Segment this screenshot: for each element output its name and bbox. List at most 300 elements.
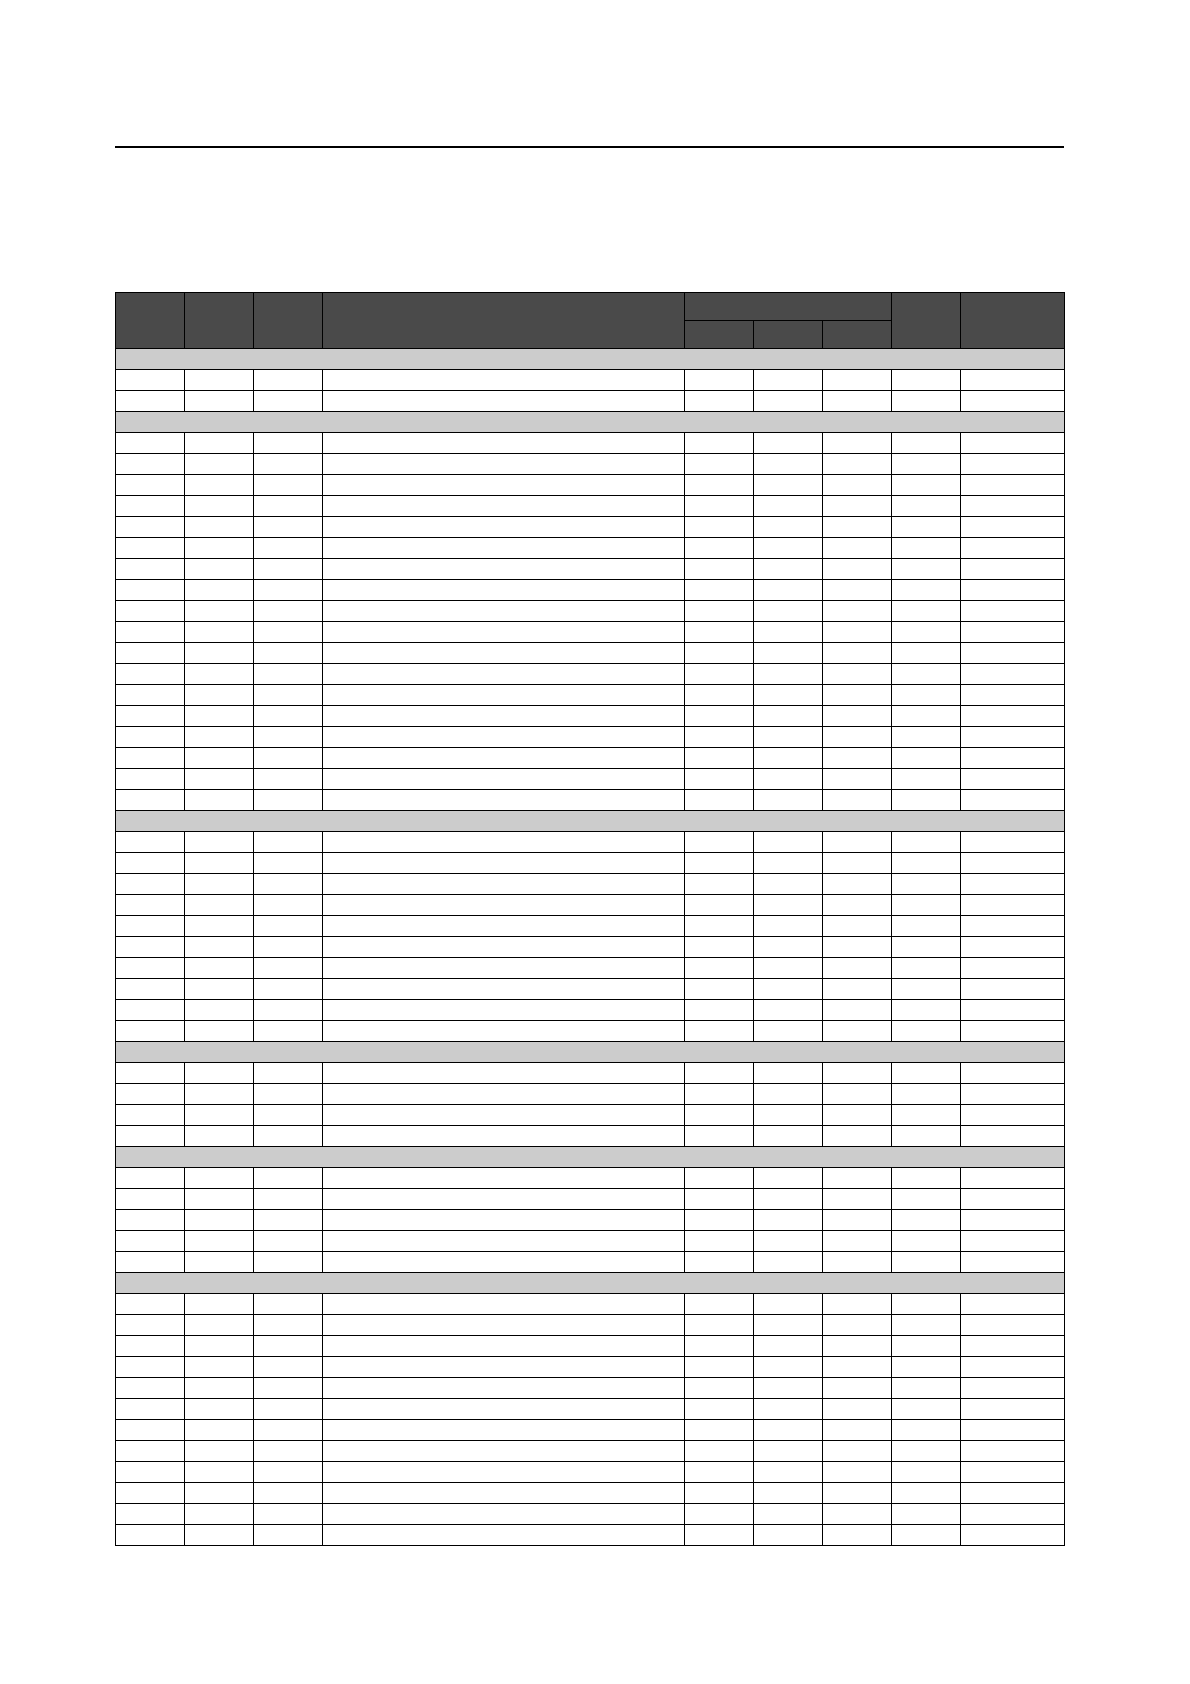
table-cell [254, 517, 323, 538]
table-cell [961, 1294, 1065, 1315]
table-cell [754, 748, 823, 769]
table-cell [116, 1231, 185, 1252]
table-cell [685, 454, 754, 475]
table-cell [116, 1399, 185, 1420]
table-cell [892, 1420, 961, 1441]
table-cell [685, 1378, 754, 1399]
table-row [116, 916, 1065, 937]
table-cell [323, 1084, 685, 1105]
table-cell [685, 580, 754, 601]
table-cell [754, 601, 823, 622]
table-row [116, 622, 1065, 643]
table-cell [892, 769, 961, 790]
table-cell [754, 391, 823, 412]
table-cell [892, 496, 961, 517]
table-cell [685, 1105, 754, 1126]
table-cell [323, 748, 685, 769]
table-cell [685, 559, 754, 580]
table-cell [685, 769, 754, 790]
table-cell [823, 1294, 892, 1315]
section-row [116, 811, 1065, 832]
table-cell [685, 370, 754, 391]
table-row [116, 685, 1065, 706]
table-cell [116, 1378, 185, 1399]
table-cell [961, 748, 1065, 769]
table-cell [961, 1210, 1065, 1231]
table-cell [116, 1315, 185, 1336]
table-cell [892, 1210, 961, 1231]
table-row [116, 601, 1065, 622]
table-cell [323, 958, 685, 979]
table-cell [823, 475, 892, 496]
table-cell [323, 1189, 685, 1210]
table-cell [323, 832, 685, 853]
table-cell [323, 559, 685, 580]
table-cell [185, 1378, 254, 1399]
table-cell [685, 1462, 754, 1483]
table-cell [892, 454, 961, 475]
table-cell [254, 916, 323, 937]
table-cell [185, 601, 254, 622]
table-row [116, 706, 1065, 727]
table-cell [323, 370, 685, 391]
table-cell [892, 517, 961, 538]
table-cell [254, 1336, 323, 1357]
table-cell [323, 1441, 685, 1462]
table-cell [823, 1105, 892, 1126]
table-cell [961, 1483, 1065, 1504]
table-cell [323, 1231, 685, 1252]
header-cell-4 [323, 293, 685, 349]
table-cell [685, 853, 754, 874]
table-cell [892, 916, 961, 937]
table-cell [116, 1504, 185, 1525]
table-cell [961, 1168, 1065, 1189]
table-cell [185, 790, 254, 811]
table-row [116, 643, 1065, 664]
table-row [116, 790, 1065, 811]
table-cell [754, 1504, 823, 1525]
table-cell [185, 1210, 254, 1231]
table-cell [323, 664, 685, 685]
table-cell [116, 1189, 185, 1210]
table-cell [323, 1462, 685, 1483]
table-cell [685, 1126, 754, 1147]
table-cell [754, 685, 823, 706]
table-cell [254, 1462, 323, 1483]
table-cell [185, 1441, 254, 1462]
table-cell [185, 1126, 254, 1147]
header-cell-8 [892, 293, 961, 349]
table-cell [961, 1063, 1065, 1084]
table-cell [185, 832, 254, 853]
table-row [116, 853, 1065, 874]
table-cell [185, 1252, 254, 1273]
table-row [116, 1378, 1065, 1399]
table-row [116, 517, 1065, 538]
table-cell [323, 580, 685, 601]
table-cell [185, 874, 254, 895]
table-row [116, 475, 1065, 496]
table-cell [254, 664, 323, 685]
table-cell [961, 664, 1065, 685]
table-cell [823, 643, 892, 664]
table-cell [323, 475, 685, 496]
table-cell [323, 1105, 685, 1126]
table-cell [323, 391, 685, 412]
table-cell [754, 1189, 823, 1210]
table-cell [823, 580, 892, 601]
table-cell [254, 1378, 323, 1399]
table-row [116, 937, 1065, 958]
table-cell [892, 1462, 961, 1483]
table-cell [823, 1210, 892, 1231]
table-cell [685, 895, 754, 916]
table-row [116, 1525, 1065, 1546]
table-cell [323, 1063, 685, 1084]
table-cell [961, 580, 1065, 601]
table-cell [116, 1294, 185, 1315]
section-row [116, 1042, 1065, 1063]
table-cell [961, 1084, 1065, 1105]
table-cell [961, 895, 1065, 916]
table-row [116, 979, 1065, 1000]
table-cell [323, 874, 685, 895]
table-cell [823, 1189, 892, 1210]
table-row [116, 1357, 1065, 1378]
table-cell [754, 454, 823, 475]
table-cell [323, 1399, 685, 1420]
table-cell [685, 685, 754, 706]
table-cell [254, 1210, 323, 1231]
table-cell [254, 1189, 323, 1210]
table-cell [892, 1189, 961, 1210]
table-cell [116, 832, 185, 853]
table-cell [685, 1399, 754, 1420]
table-cell [892, 1315, 961, 1336]
table-cell [892, 601, 961, 622]
table-cell [754, 769, 823, 790]
table-cell [685, 1483, 754, 1504]
table-cell [254, 559, 323, 580]
table-cell [116, 580, 185, 601]
table-cell [685, 979, 754, 1000]
table-cell [961, 769, 1065, 790]
table-cell [685, 1504, 754, 1525]
table-cell [323, 601, 685, 622]
table-cell [116, 958, 185, 979]
table-cell [254, 748, 323, 769]
table-cell [116, 1336, 185, 1357]
table-row [116, 874, 1065, 895]
table-cell [323, 1252, 685, 1273]
table-cell [185, 496, 254, 517]
table-cell [116, 1021, 185, 1042]
table-cell [323, 433, 685, 454]
table-cell [116, 1000, 185, 1021]
table-row [116, 1105, 1065, 1126]
table-cell [116, 727, 185, 748]
table-cell [254, 1420, 323, 1441]
section-label [116, 811, 1065, 832]
table-cell [185, 1063, 254, 1084]
table-cell [254, 937, 323, 958]
table-cell [323, 643, 685, 664]
table-cell [685, 664, 754, 685]
table-cell [323, 517, 685, 538]
table-cell [823, 1063, 892, 1084]
table-cell [754, 1210, 823, 1231]
table-row [116, 1189, 1065, 1210]
table-cell [892, 979, 961, 1000]
table-cell [116, 475, 185, 496]
table-cell [823, 1126, 892, 1147]
table-cell [254, 475, 323, 496]
table-cell [892, 937, 961, 958]
table-row [116, 1084, 1065, 1105]
table-cell [323, 622, 685, 643]
table-cell [185, 979, 254, 1000]
table-cell [254, 769, 323, 790]
table-cell [754, 475, 823, 496]
header-sub-cell-5 [685, 321, 754, 349]
table-cell [961, 1231, 1065, 1252]
table-cell [961, 559, 1065, 580]
table-cell [685, 1441, 754, 1462]
table-cell [892, 685, 961, 706]
table-cell [116, 433, 185, 454]
table-cell [185, 937, 254, 958]
table-cell [961, 1252, 1065, 1273]
table-cell [116, 1063, 185, 1084]
table-cell [892, 1000, 961, 1021]
table-cell [116, 622, 185, 643]
table-cell [254, 874, 323, 895]
table-cell [685, 1357, 754, 1378]
table-cell [823, 1504, 892, 1525]
table-cell [254, 1084, 323, 1105]
table-cell [323, 979, 685, 1000]
table-cell [116, 538, 185, 559]
table-cell [823, 706, 892, 727]
table-cell [961, 433, 1065, 454]
table-cell [685, 1000, 754, 1021]
table-cell [254, 706, 323, 727]
table-cell [892, 1252, 961, 1273]
table-cell [116, 391, 185, 412]
table-cell [185, 1084, 254, 1105]
table-cell [892, 1399, 961, 1420]
table-cell [823, 832, 892, 853]
table-cell [823, 1315, 892, 1336]
table-cell [116, 1525, 185, 1546]
table-cell [323, 1294, 685, 1315]
table-cell [185, 643, 254, 664]
table-cell [185, 769, 254, 790]
table-cell [754, 1525, 823, 1546]
table-cell [754, 895, 823, 916]
table-cell [823, 538, 892, 559]
table-cell [685, 1021, 754, 1042]
table-cell [892, 1084, 961, 1105]
section-label [116, 1147, 1065, 1168]
table-cell [254, 1483, 323, 1504]
table-cell [961, 790, 1065, 811]
table-cell [754, 1315, 823, 1336]
table-cell [754, 664, 823, 685]
table-cell [323, 1378, 685, 1399]
table-row [116, 958, 1065, 979]
table-cell [823, 916, 892, 937]
table-cell [961, 1000, 1065, 1021]
table-cell [823, 664, 892, 685]
table-cell [254, 1105, 323, 1126]
table-cell [823, 685, 892, 706]
table-cell [685, 1084, 754, 1105]
table-cell [961, 643, 1065, 664]
table-cell [116, 706, 185, 727]
header-cell-9 [961, 293, 1065, 349]
table-cell [185, 559, 254, 580]
table-cell [892, 748, 961, 769]
table-cell [961, 454, 1065, 475]
table-row [116, 1399, 1065, 1420]
table-cell [254, 895, 323, 916]
table-cell [685, 517, 754, 538]
table-cell [754, 1378, 823, 1399]
table-cell [254, 832, 323, 853]
table-cell [254, 958, 323, 979]
table-cell [685, 1063, 754, 1084]
table-cell [823, 496, 892, 517]
table-row [116, 559, 1065, 580]
table-cell [754, 937, 823, 958]
table-cell [185, 1315, 254, 1336]
table-cell [754, 832, 823, 853]
table-cell [892, 664, 961, 685]
table-cell [961, 685, 1065, 706]
table-cell [823, 874, 892, 895]
table-cell [823, 1084, 892, 1105]
table-cell [961, 496, 1065, 517]
table-cell [685, 1168, 754, 1189]
section-label [116, 1273, 1065, 1294]
table-cell [823, 748, 892, 769]
table-cell [254, 580, 323, 601]
table-cell [116, 1168, 185, 1189]
table-cell [254, 622, 323, 643]
table-cell [116, 1084, 185, 1105]
table-cell [823, 391, 892, 412]
table-cell [116, 853, 185, 874]
table-cell [254, 1126, 323, 1147]
table-cell [823, 1399, 892, 1420]
table-cell [892, 1105, 961, 1126]
section-row [116, 412, 1065, 433]
table-cell [892, 1336, 961, 1357]
table-cell [185, 622, 254, 643]
table-cell [323, 1504, 685, 1525]
table-cell [823, 601, 892, 622]
table-row [116, 1294, 1065, 1315]
table-cell [685, 1525, 754, 1546]
table-cell [323, 916, 685, 937]
table-row [116, 1210, 1065, 1231]
table-cell [116, 664, 185, 685]
table-cell [892, 958, 961, 979]
table-row [116, 1000, 1065, 1021]
table-cell [116, 370, 185, 391]
table-row [116, 1168, 1065, 1189]
table-cell [254, 1063, 323, 1084]
table-cell [254, 1168, 323, 1189]
table-cell [185, 748, 254, 769]
table-cell [892, 1021, 961, 1042]
table-cell [823, 1252, 892, 1273]
table-cell [754, 958, 823, 979]
table-cell [823, 895, 892, 916]
table-cell [685, 1420, 754, 1441]
table-cell [116, 1462, 185, 1483]
table-cell [823, 1378, 892, 1399]
header-sub-cell-7 [823, 321, 892, 349]
table-cell [961, 391, 1065, 412]
table-cell [961, 1357, 1065, 1378]
table-cell [323, 706, 685, 727]
table-cell [685, 832, 754, 853]
table-cell [961, 1336, 1065, 1357]
table-cell [823, 790, 892, 811]
table-cell [961, 538, 1065, 559]
table-cell [754, 1021, 823, 1042]
table-cell [754, 370, 823, 391]
table-cell [685, 1252, 754, 1273]
table-cell [254, 496, 323, 517]
table-cell [116, 496, 185, 517]
table-cell [323, 937, 685, 958]
table-cell [961, 1378, 1065, 1399]
table-cell [685, 601, 754, 622]
table-cell [892, 1294, 961, 1315]
table-cell [323, 1336, 685, 1357]
table-cell [685, 790, 754, 811]
section-label [116, 1042, 1065, 1063]
table-cell [185, 517, 254, 538]
table-cell [961, 874, 1065, 895]
table-cell [323, 496, 685, 517]
table-cell [185, 433, 254, 454]
table-cell [892, 370, 961, 391]
section-label [116, 412, 1065, 433]
table-cell [254, 370, 323, 391]
table-cell [961, 1189, 1065, 1210]
table-row [116, 1462, 1065, 1483]
table-cell [892, 580, 961, 601]
header-sub-cell-6 [754, 321, 823, 349]
table-cell [116, 769, 185, 790]
table-cell [961, 1315, 1065, 1336]
table-cell [685, 706, 754, 727]
header-cell-1 [116, 293, 185, 349]
table-cell [685, 1315, 754, 1336]
table-row [116, 664, 1065, 685]
table-cell [254, 853, 323, 874]
table-cell [823, 853, 892, 874]
table-cell [323, 1315, 685, 1336]
table-cell [823, 937, 892, 958]
table-cell [892, 832, 961, 853]
table-cell [116, 1441, 185, 1462]
